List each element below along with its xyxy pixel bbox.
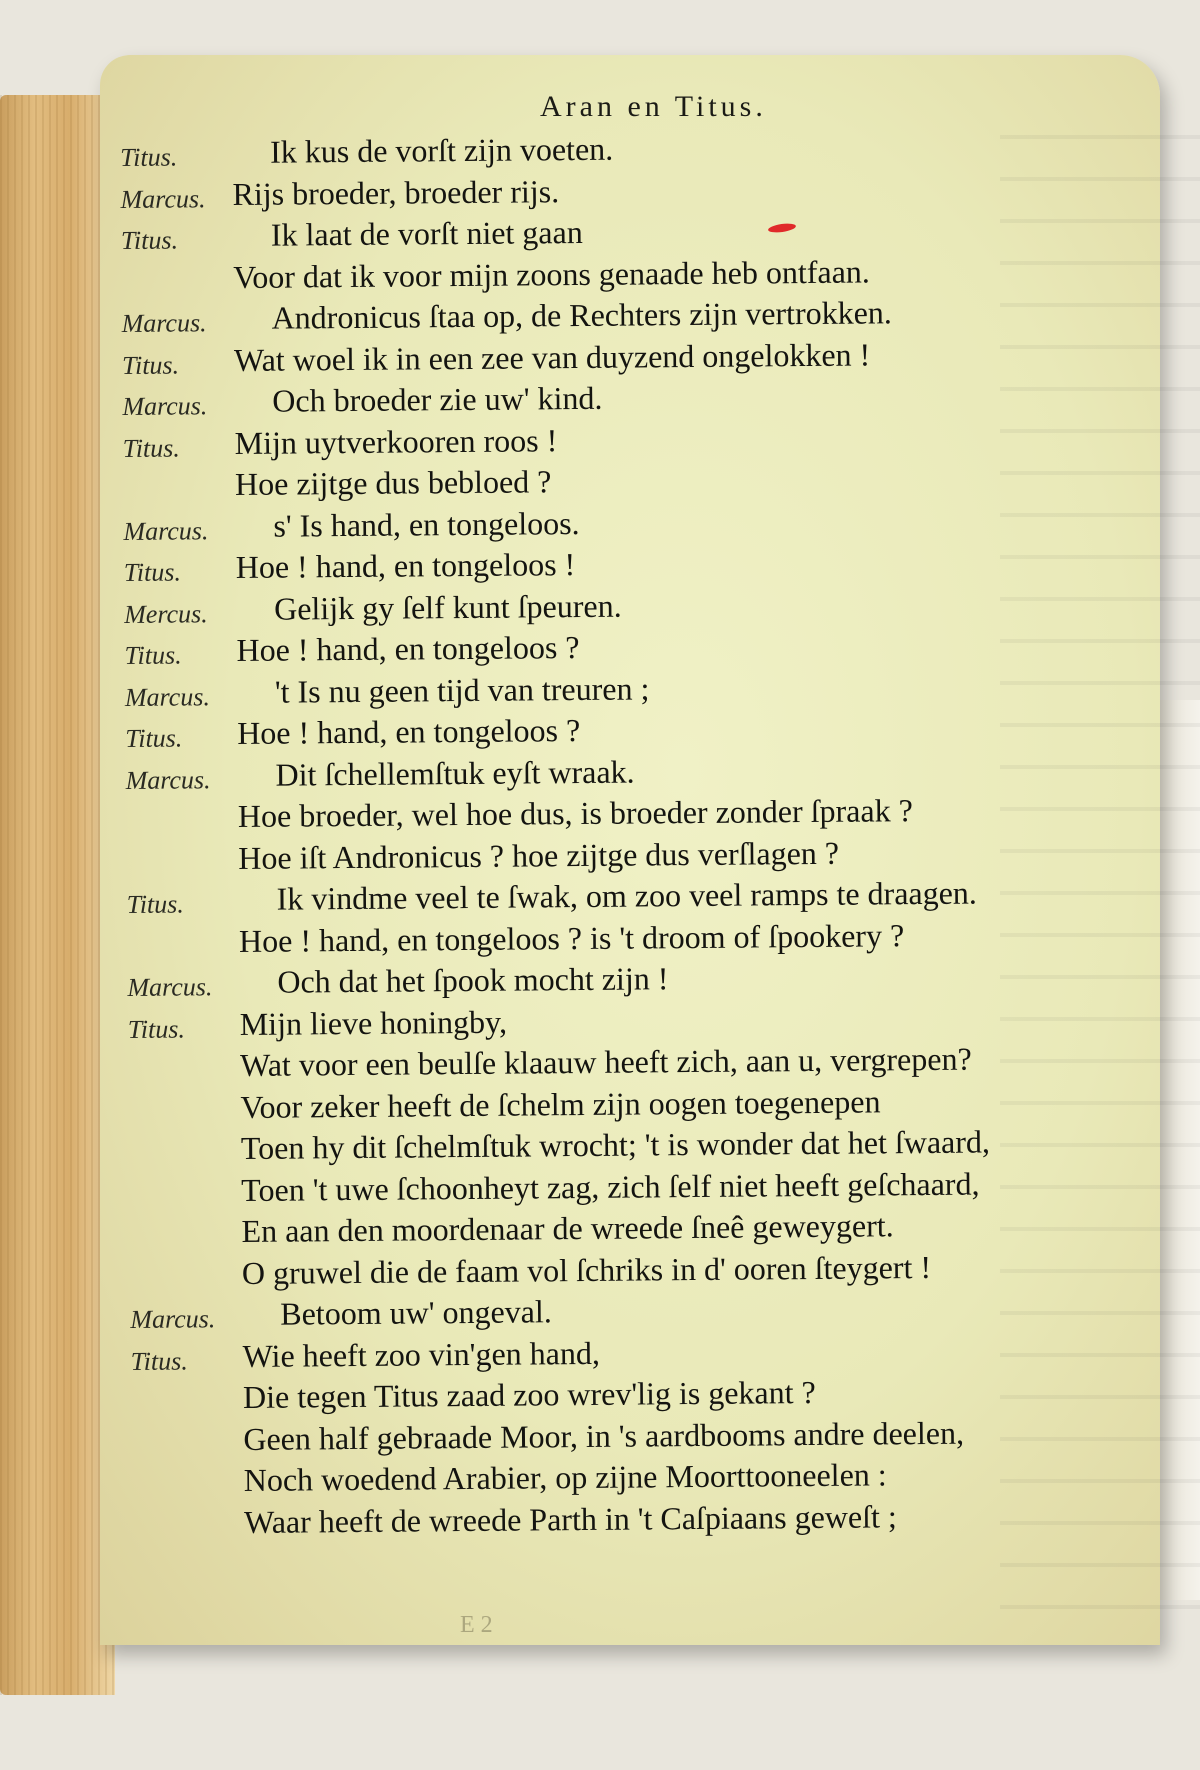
- speaker-name: Marcus.: [125, 764, 211, 795]
- verse-text: s' Is hand, en tongeloos.: [273, 504, 580, 544]
- running-title: Aran en Titus.: [540, 90, 767, 123]
- verse-text: Noch woedend Arabier, op zijne Moorttooneelen :: [243, 1456, 887, 1498]
- verse-text: Gelijk gy ſelf kunt ſpeuren.: [273, 587, 622, 627]
- speaker-name: Marcus.: [124, 681, 211, 712]
- speaker-name: Marcus.: [130, 1304, 216, 1334]
- verse-text: En aan den moordenaar de wreede ſneê geweygert.: [241, 1207, 894, 1249]
- verse-text: Hoe ! hand, en tongeloos ? is 't droom of ſpookery ?: [238, 916, 905, 959]
- verse-text: Mijn lieve honingby,: [239, 1003, 508, 1042]
- speaker-name: Marcus.: [127, 972, 213, 1002]
- speaker-name: Titus.: [123, 557, 182, 587]
- speaker-name: Marcus.: [121, 308, 207, 338]
- verse-text: O gruwel die de faam vol ſchriks in d' ooren ſteygert !: [241, 1248, 932, 1291]
- verse-text: Hoe ! hand, en tongeloos !: [235, 546, 576, 586]
- speaker-name: Titus.: [130, 1345, 188, 1376]
- verse-text: Mijn uytverkooren roos !: [234, 421, 558, 461]
- speaker-name: Marcus.: [123, 515, 209, 546]
- verse-text: 't Is nu geen tijd van treuren ;: [274, 669, 650, 710]
- speaker-name: Titus.: [122, 432, 180, 463]
- page-edges: [0, 95, 115, 1695]
- verse-text: Hoe zijtge dus bebloed ?: [234, 463, 552, 503]
- verse-text: Ik kus de vorſt zijn voeten.: [269, 130, 614, 170]
- verse-text: Betoom uw' ongeval.: [280, 1293, 552, 1332]
- speaker-name: Mercus.: [124, 598, 208, 629]
- verse-text: Voor zeker heeft de ſchelm zijn oogen toegenepen: [240, 1082, 881, 1125]
- signature-mark: E 2: [460, 1612, 493, 1638]
- speaker-name: Titus.: [120, 225, 179, 255]
- verse-text: Die tegen Titus zaad zoo wrev'lig is gekant ?: [242, 1373, 816, 1415]
- verse-text: Hoe ! hand, en tongeloos ?: [237, 712, 581, 751]
- verse-text: Voor dat ik voor mijn zoons genaade heb ontfaan.: [233, 252, 870, 295]
- speaker-name: Titus.: [126, 889, 184, 919]
- verse-text: Ik laat de vorſt niet gaan: [270, 213, 583, 253]
- verse-text: Ik vindme veel te ſwak, om zoo veel ramps te draagen.: [276, 874, 977, 917]
- speaker-name: Titus.: [121, 349, 180, 380]
- verse-text: Toen 't uwe ſchoonheyt zag, zich ſelf niet heeft geſchaard,: [241, 1165, 980, 1208]
- verse-text: Hoe iſt Andronicus ? hoe zijtge dus verſlagen ?: [238, 834, 840, 876]
- verse-text: Och broeder zie uw' kind.: [272, 379, 603, 419]
- verse-text: Och dat het ſpook mocht zijn !: [277, 960, 669, 1000]
- verse-text: Waar heeft de wreede Parth in 't Caſpiaans geweſt ;: [243, 1497, 897, 1540]
- verse-text: Hoe ! hand, en tongeloos ?: [236, 629, 580, 669]
- speaker-name: Titus.: [127, 1013, 186, 1044]
- verse-text: Toen hy dit ſchelmſtuk wrocht; 't is wonder dat het ſwaard,: [240, 1123, 991, 1166]
- speaker-name: Titus.: [124, 640, 182, 670]
- speaker-name: Marcus.: [120, 183, 206, 214]
- speaker-name: Marcus.: [122, 391, 208, 421]
- verse-text: Wat woel ik in een zee van duyzend ongelokken !: [233, 335, 871, 378]
- verse-text: Rijs broeder, broeder rijs.: [232, 172, 560, 212]
- verse-text: Hoe broeder, wel hoe dus, is broeder zonder ſpraak ?: [237, 792, 913, 834]
- verse-text: Andronicus ſtaa op, de Rechters zijn vertrokken.: [271, 294, 892, 336]
- verse-text: Dit ſchellemſtuk eyſt wraak.: [275, 753, 635, 793]
- play-text: [120, 126, 1152, 1546]
- verse-text: Geen half gebraade Moor, in 's aardbooms andre deelen,: [243, 1414, 965, 1457]
- speaker-name: Titus.: [120, 142, 178, 172]
- verse-text: Wat voor een beulſe klaauw heeft zich, aan u, vergrepen?: [239, 1040, 972, 1083]
- dialogue-line: [132, 1496, 1152, 1546]
- verse-text: Wie heeft zoo vin'gen hand,: [242, 1334, 601, 1374]
- speaker-name: Titus.: [125, 723, 183, 753]
